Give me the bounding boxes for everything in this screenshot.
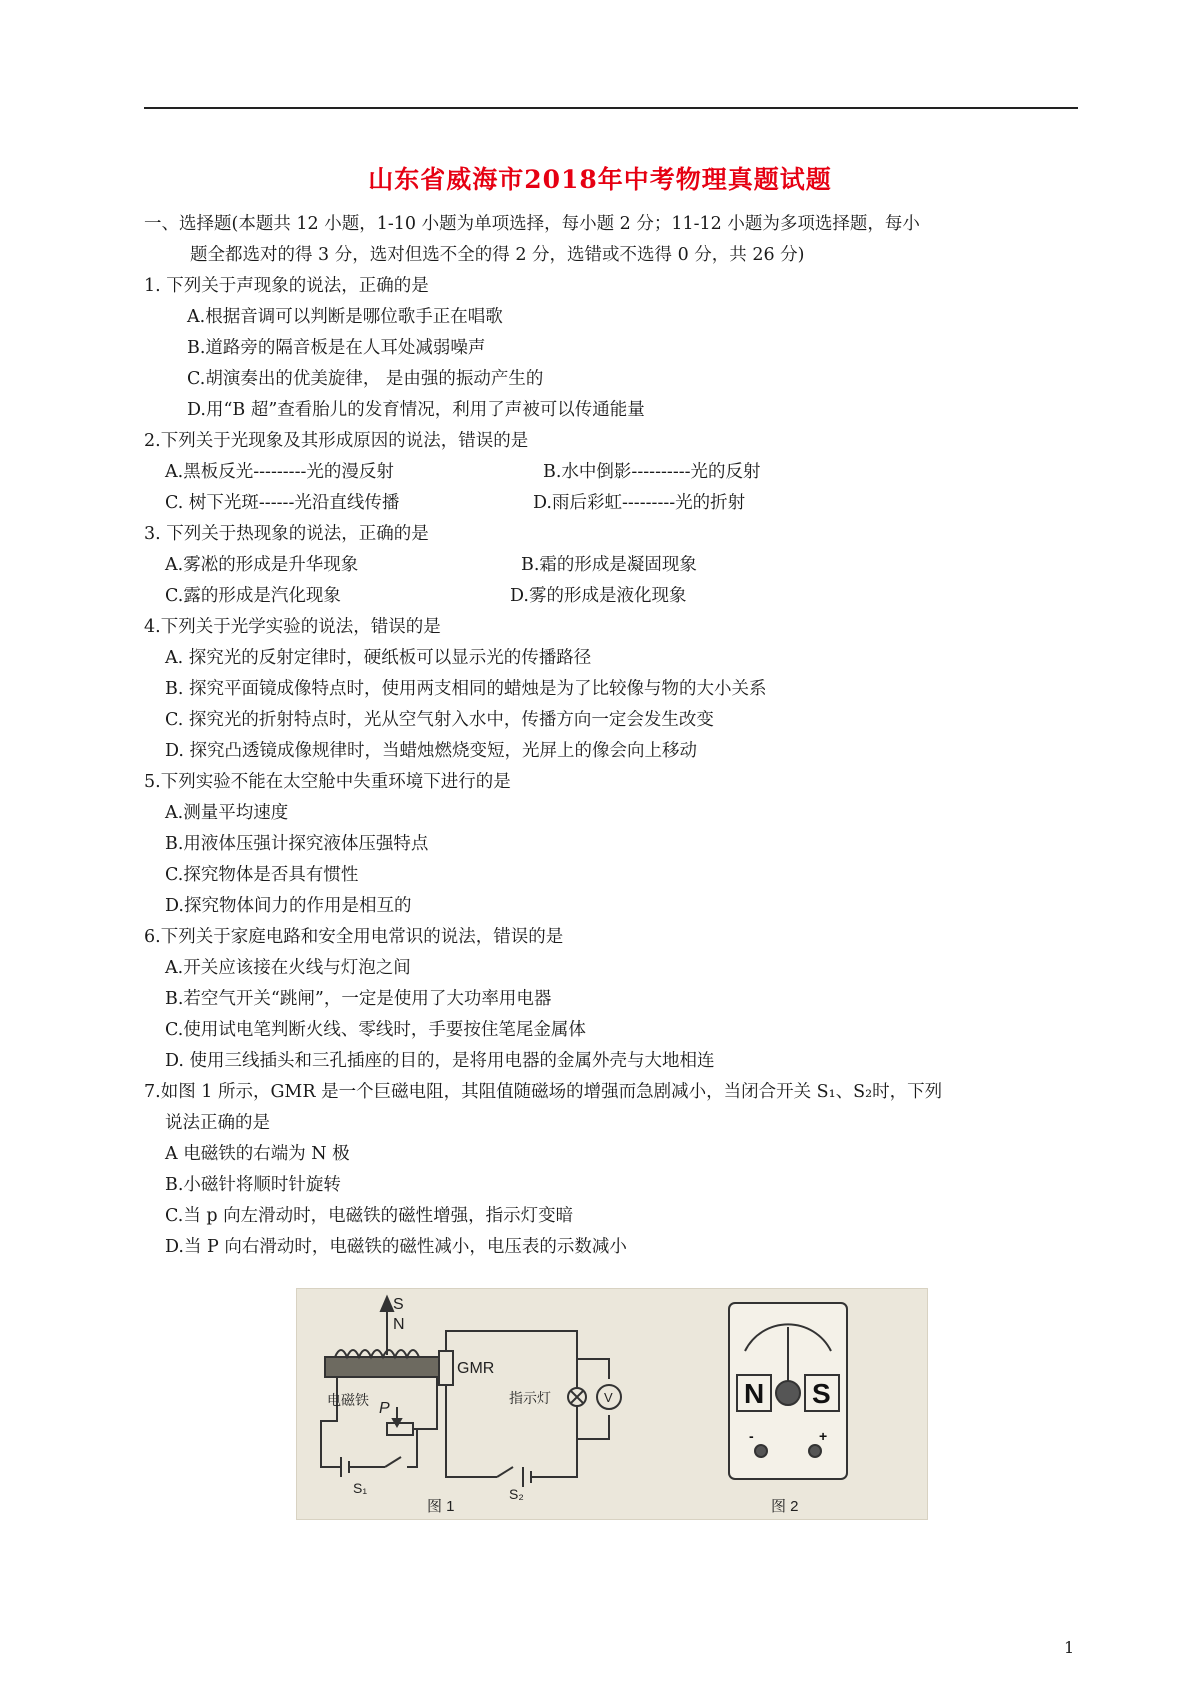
q3-option-d: D.雾的形成是液化现象 xyxy=(510,586,687,606)
label-s2: S₂ xyxy=(509,1486,524,1502)
q5-option-a: A.测量平均速度 xyxy=(165,803,289,823)
electromagnet-coil xyxy=(335,1350,419,1357)
q6-option-c: C.使用试电笔判断火线、零线时，手要按住笔尾金属体 xyxy=(165,1020,586,1040)
switch1-lever xyxy=(385,1457,401,1467)
gmr-resistor xyxy=(439,1351,453,1385)
header-rule xyxy=(144,107,1078,109)
label-n: N xyxy=(393,1316,405,1333)
q4-option-d: D. 探究凸透镜成像规律时，当蜡烛燃烧变短，光屏上的像会向上移动 xyxy=(165,741,698,761)
figure2-caption: 图 2 xyxy=(771,1498,799,1515)
q3-option-a: A.雾凇的形成是升华现象 xyxy=(165,555,359,575)
label-v: V xyxy=(604,1390,613,1405)
q5-option-b: B.用液体压强计探究液体压强特点 xyxy=(165,834,429,854)
label-gmr: GMR xyxy=(457,1360,495,1377)
q5-option-d: D.探究物体间力的作用是相互的 xyxy=(165,896,412,916)
q6-option-d: D. 使用三线插头和三孔插座的目的，是将用电器的金属外壳与大地相连 xyxy=(165,1051,715,1071)
section-heading-line2: 题全都选对的得 3 分，选对但选不全的得 2 分，选错或不选得 0 分，共 26 分) xyxy=(190,245,805,265)
q2-option-a: A.黑板反光---------光的漫反射 xyxy=(165,462,394,482)
electromagnet-core xyxy=(325,1357,453,1377)
page-number: 1 xyxy=(1064,1638,1075,1657)
physics-figure xyxy=(296,1288,928,1520)
q7-option-a: A 电磁铁的右端为 N 极 xyxy=(165,1144,350,1164)
q3-option-c: C.露的形成是汽化现象 xyxy=(165,586,341,606)
terminal-minus xyxy=(755,1445,767,1457)
q7-option-d: D.当 P 向右滑动时，电磁铁的磁性减小，电压表的示数减小 xyxy=(165,1237,627,1257)
label-s: S xyxy=(393,1296,404,1313)
q1-option-d: D.用“B 超”查看胎儿的发育情况，利用了声被可以传通能量 xyxy=(187,400,645,420)
fig2-label-n: N xyxy=(744,1378,765,1409)
right-wire-bottom xyxy=(531,1397,577,1477)
voltmeter-wire-bottom xyxy=(577,1415,609,1439)
figure1-caption: 图 1 xyxy=(427,1498,455,1515)
label-s1: S₁ xyxy=(353,1480,368,1496)
section-heading-line1: 一、选择题(本题共 12 小题，1-10 小题为单项选择，每小题 2 分；11-12 小题为多项选择题，每小 xyxy=(144,214,920,234)
q7-stem-line1: 7.如图 1 所示，GMR 是一个巨磁电阻，其阻值随磁场的增强而急剧减小，当闭合开关 S₁、S₂时，下列 xyxy=(144,1082,943,1102)
q3-stem: 3. 下列关于热现象的说法，正确的是 xyxy=(144,524,429,544)
q1-option-a: A.根据音调可以判断是哪位歌手正在唱歌 xyxy=(187,307,503,327)
q6-option-a: A.开关应该接在火线与灯泡之间 xyxy=(165,958,411,978)
q2-option-c: C. 树下光斑------光沿直线传播 xyxy=(165,493,400,513)
q7-option-b: B.小磁针将顺时针旋转 xyxy=(165,1175,341,1195)
q2-option-d: D.雨后彩虹---------光的折射 xyxy=(533,493,746,513)
label-indicator-lamp: 指示灯 xyxy=(509,1390,551,1406)
q4-option-b: B. 探究平面镜成像特点时，使用两支相同的蜡烛是为了比较像与物的大小关系 xyxy=(165,679,767,699)
fig2-label-plus: + xyxy=(819,1428,828,1444)
meter-pivot xyxy=(776,1381,800,1405)
voltmeter-wire-top xyxy=(577,1359,609,1379)
q3-option-b: B.霜的形成是凝固现象 xyxy=(521,555,697,575)
q7-stem-line2: 说法正确的是 xyxy=(165,1113,270,1133)
switch2-lever xyxy=(497,1467,513,1477)
q4-option-c: C. 探究光的折射特点时，光从空气射入水中，传播方向一定会发生改变 xyxy=(165,710,714,730)
q4-stem: 4.下列关于光学实验的说法，错误的是 xyxy=(144,617,441,637)
q1-option-c: C.胡演奏出的优美旋律， 是由强的振动产生的 xyxy=(187,369,544,389)
q5-option-c: C.探究物体是否具有惯性 xyxy=(165,865,359,885)
fig2-label-s: S xyxy=(812,1378,831,1409)
q2-stem: 2.下列关于光现象及其形成原因的说法，错误的是 xyxy=(144,431,529,451)
page-title: 山东省威海市2018年中考物理真题试题 xyxy=(368,165,832,194)
terminal-plus xyxy=(809,1445,821,1457)
q5-stem: 5.下列实验不能在太空舱中失重环境下进行的是 xyxy=(144,772,511,792)
q1-option-b: B.道路旁的隔音板是在人耳处减弱噪声 xyxy=(187,338,486,358)
q1-stem: 1. 下列关于声现象的说法，正确的是 xyxy=(144,276,429,296)
right-wire-left xyxy=(446,1385,497,1477)
figure-svg xyxy=(297,1289,927,1519)
fig2-label-minus: - xyxy=(749,1428,754,1444)
rheostat xyxy=(387,1423,413,1435)
left-wire-a xyxy=(321,1377,341,1467)
left-wire-d xyxy=(413,1377,437,1429)
q7-option-c: C.当 p 向左滑动时，电磁铁的磁性增强，指示灯变暗 xyxy=(165,1206,574,1226)
label-p: P xyxy=(379,1400,390,1417)
q4-option-a: A. 探究光的反射定律时，硬纸板可以显示光的传播路径 xyxy=(165,648,592,668)
needle-arrow xyxy=(381,1297,393,1311)
q6-option-b: B.若空气开关“跳闸”，一定是使用了大功率用电器 xyxy=(165,989,552,1009)
q2-option-b: B.水中倒影----------光的反射 xyxy=(543,462,761,482)
q6-stem: 6.下列关于家庭电路和安全用电常识的说法，错误的是 xyxy=(144,927,564,947)
label-electromagnet: 电磁铁 xyxy=(327,1392,369,1408)
